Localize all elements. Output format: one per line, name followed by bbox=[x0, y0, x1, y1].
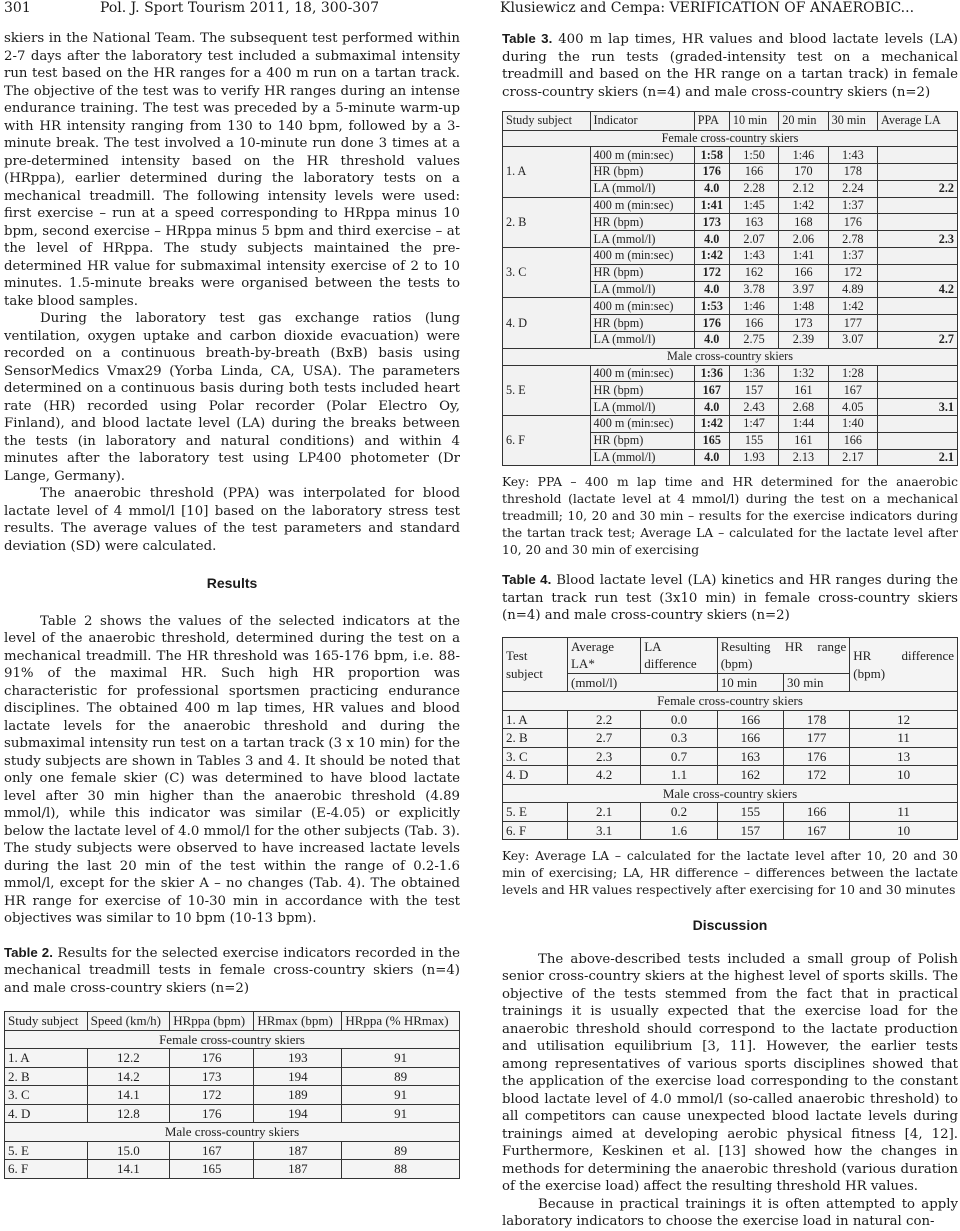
column-header: HRppa (% HRmax) bbox=[342, 1012, 460, 1031]
column-header: 10 min bbox=[729, 112, 778, 131]
average-la-cell: 2.1 bbox=[878, 449, 958, 466]
subject-cell: 6. F bbox=[503, 416, 591, 466]
table3-key: Key: PPA – 400 m lap time and HR determined for the anaerobic threshold (lactate level at 4 mmol/l) during the test on a mechanical treadmill; 10, 20 and 30 min – results for the exercise indicators during the tartan track test; Average LA – calculated for the lactate level after 10, 20 and 30 min of exercising bbox=[502, 475, 958, 558]
table-cell: 166 bbox=[729, 164, 778, 181]
group-row: Male cross-country skiers bbox=[503, 784, 958, 803]
table-cell: 1:50 bbox=[729, 147, 778, 164]
table-row bbox=[503, 197, 958, 214]
table-cell: 172 bbox=[828, 264, 877, 281]
table-cell: 1:47 bbox=[729, 416, 778, 433]
table-cell: 1:43 bbox=[828, 147, 877, 164]
table-cell: 4.05 bbox=[828, 399, 877, 416]
table-cell: 2.12 bbox=[779, 180, 828, 197]
table-cell: LA (mmol/l) bbox=[590, 332, 694, 349]
table-cell: 161 bbox=[779, 432, 828, 449]
table-cell: 2.06 bbox=[779, 231, 828, 248]
group-label: Female cross-country skiers bbox=[503, 130, 958, 147]
table-cell: 162 bbox=[729, 264, 778, 281]
table-cell: 2.24 bbox=[828, 180, 877, 197]
column-header: HRppa (bpm) bbox=[170, 1012, 254, 1031]
table-cell: 1:42 bbox=[694, 416, 729, 433]
table-cell: 4.89 bbox=[828, 281, 877, 298]
table-cell: 1:42 bbox=[694, 248, 729, 265]
table-cell: 400 m (min:sec) bbox=[590, 416, 694, 433]
column-header: Study subject bbox=[5, 1012, 88, 1031]
table-row: 6. F 14.1 165 187 88 bbox=[5, 1160, 460, 1179]
right-column bbox=[502, 30, 958, 1231]
table-cell: 165 bbox=[694, 432, 729, 449]
left-column bbox=[4, 30, 460, 1179]
average-la-cell bbox=[878, 248, 958, 265]
table-cell: 1:53 bbox=[694, 298, 729, 315]
table-cell: HR (bpm) bbox=[590, 214, 694, 231]
caption-text: Blood lactate level (LA) kinetics and HR ranges during the tartan track run test (3x10 min) in female cross-country skiers (n=4) and male cross-country skiers (n=2) bbox=[502, 573, 959, 624]
table-cell: 177 bbox=[828, 315, 877, 332]
average-la-cell bbox=[878, 264, 958, 281]
average-la-cell bbox=[878, 197, 958, 214]
average-la-cell: 2.3 bbox=[878, 231, 958, 248]
table2-caption bbox=[4, 944, 460, 998]
table-cell: 168 bbox=[779, 214, 828, 231]
table-row bbox=[503, 147, 958, 164]
column-header: LA difference bbox=[641, 637, 717, 673]
table-cell: HR (bpm) bbox=[590, 382, 694, 399]
table-cell: 4.0 bbox=[694, 180, 729, 197]
table-cell: 1:37 bbox=[828, 197, 877, 214]
caption-text: 400 m lap times, HR values and blood lactate levels (LA) during the run tests (graded-intensity test on a mechanical treadmill and based on the HR range on a tartan track) in female cross-country skiers (n=4) and male cross-country skiers (n=2) bbox=[502, 32, 958, 100]
table-row: 2. B 14.2 173 194 89 bbox=[5, 1067, 460, 1086]
table-row bbox=[503, 365, 958, 382]
table-4 bbox=[502, 637, 958, 841]
table-label: Table 3. bbox=[502, 31, 553, 46]
table-cell: LA (mmol/l) bbox=[590, 449, 694, 466]
table-row: 4. D 4.2 1.1 162 172 10 bbox=[503, 766, 958, 785]
table-cell: 1:36 bbox=[694, 365, 729, 382]
group-row: Male cross-country skiers bbox=[5, 1123, 460, 1142]
table-cell: 166 bbox=[779, 264, 828, 281]
table-cell: LA (mmol/l) bbox=[590, 180, 694, 197]
table-cell: 176 bbox=[828, 214, 877, 231]
table3-caption bbox=[502, 30, 958, 101]
table-cell: HR (bpm) bbox=[590, 315, 694, 332]
table-cell: 400 m (min:sec) bbox=[590, 147, 694, 164]
table-row: 1. A 2.2 0.0 166 178 12 bbox=[503, 710, 958, 729]
column-header: Indicator bbox=[590, 112, 694, 131]
table-row bbox=[503, 416, 958, 433]
table-cell: 2.07 bbox=[729, 231, 778, 248]
table-body bbox=[503, 130, 958, 466]
table4-caption bbox=[502, 571, 958, 625]
table-row bbox=[503, 248, 958, 265]
average-la-cell bbox=[878, 147, 958, 164]
table-cell: 1:48 bbox=[779, 298, 828, 315]
column-header: Average LA bbox=[878, 112, 958, 131]
table-header-row bbox=[503, 637, 958, 673]
group-row bbox=[503, 348, 958, 365]
section-heading-results: Results bbox=[206, 575, 258, 591]
table-cell: 178 bbox=[828, 164, 877, 181]
table-cell: 173 bbox=[779, 315, 828, 332]
column-header: Average LA* bbox=[567, 637, 640, 673]
subject-cell: 5. E bbox=[503, 365, 591, 415]
average-la-cell bbox=[878, 164, 958, 181]
table-header-row bbox=[503, 112, 958, 131]
table-cell: 172 bbox=[694, 264, 729, 281]
table-cell: 170 bbox=[779, 164, 828, 181]
subject-cell: 1. A bbox=[503, 147, 591, 197]
table-cell: 173 bbox=[694, 214, 729, 231]
table-cell: 1:41 bbox=[779, 248, 828, 265]
table-cell: 1:32 bbox=[779, 365, 828, 382]
average-la-cell bbox=[878, 382, 958, 399]
table-row: 5. E 2.1 0.2 155 166 11 bbox=[503, 803, 958, 822]
column-header: 20 min bbox=[779, 112, 828, 131]
page-number: 301 bbox=[4, 0, 31, 16]
table-cell: 155 bbox=[729, 432, 778, 449]
group-label: Male cross-country skiers bbox=[503, 348, 958, 365]
table-cell: 2.75 bbox=[729, 332, 778, 349]
table-row: 1. A 12.2 176 193 91 bbox=[5, 1049, 460, 1068]
table-cell: 4.0 bbox=[694, 332, 729, 349]
table-cell: 2.17 bbox=[828, 449, 877, 466]
journal-citation: Pol. J. Sport Tourism 2011, 18, 300-307 bbox=[100, 0, 380, 16]
table-row: 6. F 3.1 1.6 157 167 10 bbox=[503, 821, 958, 840]
table-cell: 176 bbox=[694, 315, 729, 332]
column-header: Speed (km/h) bbox=[87, 1012, 170, 1031]
average-la-cell bbox=[878, 416, 958, 433]
paragraph: skiers in the National Team. The subsequent test performed within 2-7 days after the laboratory test included a submaximal intensity run test based on the HR ranges for a 400 m run on a tartan track. The objective of the test was to verify HR ranges during an intense endurance training. The test was preceded by a 5-minute warm-up with HR intensity ranging from 130 to 140 bpm, followed by a 3-minute break. The test involved a 10-minute run done 3 times at a pre-determined intensity based on the HR threshold values (HRppa), earlier determined during the laboratory tests on a mechanical treadmill. The following intensity levels were used: first exercise – run at a speed corresponding to HRppa minus 10 bpm, second exercise – HRppa minus 5 bpm and third exercise – at the level of HRppa. The study subjects maintained the pre-determined HR value for submaximal intensity exercise of 2 to 10 minutes. 1.5-minute breaks were organised between the tests to take blood samples. bbox=[4, 31, 460, 309]
table-cell: 1:43 bbox=[729, 248, 778, 265]
table-cell: HR (bpm) bbox=[590, 264, 694, 281]
table-cell: 2.39 bbox=[779, 332, 828, 349]
paragraph: Table 2 shows the values of the selected indicators at the level of the anaerobic threshold, determined during the test on a mechanical treadmill. The HR threshold was 165-176 bpm, i.e. 88-91% of the maximal HR. Such high HR proportion was characteristic for professional sportsmen practicing endurance disciplines. The obtained 400 m lap times, HR values and blood lactate levels for the anaerobic threshold and during the submaximal intensity run test on a tartan track (3 x 10 min) for the study subjects are shown in Tables 3 and 4. It should be noted that only one female skier (C) was determined to have blood lactate level after 30 min higher than the anaerobic threshold (4.89 mmol/l), while this indicator was similar (E-4.05) or explicitly below the lactate level of 4.0 mmol/l for the other subjects (Tab. 3). The study subjects were observed to have increased lactate levels during the last 20 min of the test within the range of 0.2-1.6 mmol/l, except for the skier A – no changes (Tab. 4). The obtained HR range for exercise of 10-30 min in accordance with the test objectives was similar to 10 bpm (10-13 bpm). bbox=[4, 613, 460, 926]
column-header: HR difference (bpm) bbox=[850, 637, 958, 692]
table4-key: Key: Average LA – calculated for the lactate level after 10, 20 and 30 min of exercising; LA, HR difference – differences between the lactate levels and HR values respectively after exercising for 10 and 30 minutes bbox=[502, 849, 958, 898]
column-header: 30 min bbox=[828, 112, 877, 131]
column-header: PPA bbox=[694, 112, 729, 131]
table-cell: 3.07 bbox=[828, 332, 877, 349]
table-row: 3. C 14.1 172 189 91 bbox=[5, 1086, 460, 1105]
table-cell: 1:37 bbox=[828, 248, 877, 265]
table-label: Table 4. bbox=[502, 572, 552, 588]
table-cell: 2.78 bbox=[828, 231, 877, 248]
table-cell: HR (bpm) bbox=[590, 432, 694, 449]
table-cell: 157 bbox=[729, 382, 778, 399]
table-cell: 4.0 bbox=[694, 449, 729, 466]
average-la-cell: 2.2 bbox=[878, 180, 958, 197]
running-header bbox=[0, 0, 960, 22]
paragraph: The anaerobic threshold (PPA) was interpolated for blood lactate level of 4 mmol/l [10] based on the laboratory stress test results. The average values of the test parameters and standard deviation (SD) were calculated. bbox=[4, 486, 460, 554]
column-header: Study subject bbox=[503, 112, 591, 131]
table-cell: 163 bbox=[729, 214, 778, 231]
table-cell: 1.93 bbox=[729, 449, 778, 466]
running-title: Klusiewicz and Cempa: VERIFICATION OF ANAEROBIC... bbox=[500, 0, 915, 16]
table-cell: 161 bbox=[779, 382, 828, 399]
table-row: 5. E 15.0 167 187 89 bbox=[5, 1141, 460, 1160]
table-cell: 176 bbox=[694, 164, 729, 181]
table-row bbox=[503, 298, 958, 315]
column-header: HRmax (bpm) bbox=[254, 1012, 342, 1031]
paragraph: During the laboratory test gas exchange ratios (lung ventilation, oxygen uptake and carbon dioxide evacuation) were recorded on a continuous breath-by-breath (BxB) basis using SensorMedics Vmax29 (Yorba Linda, CA, USA). The parameters determined on a continuous basis during both tests included heart rate (HR) recorded using Polar recorder (Polar Electro Oy, Finland), and blood lactate level (LA) during the breaks between the tests (in laboratory and natural conditions) and within 4 minutes after the laboratory test using LP400 photometer (Dr Lange, Germany). bbox=[4, 311, 460, 484]
table-row: 2. B 2.7 0.3 166 177 11 bbox=[503, 729, 958, 748]
table-cell: LA (mmol/l) bbox=[590, 399, 694, 416]
column-header: (mmol/l) bbox=[567, 673, 717, 692]
table-cell: 166 bbox=[828, 432, 877, 449]
table-cell: 4.0 bbox=[694, 281, 729, 298]
table-cell: 2.28 bbox=[729, 180, 778, 197]
subject-cell: 2. B bbox=[503, 197, 591, 247]
table-label: Table 2. bbox=[4, 944, 53, 960]
table-row: 4. D 12.8 176 194 91 bbox=[5, 1104, 460, 1123]
table-cell: 400 m (min:sec) bbox=[590, 248, 694, 265]
column-header: 30 min bbox=[783, 673, 849, 692]
table-cell: 1:36 bbox=[729, 365, 778, 382]
column-header: 10 min bbox=[717, 673, 783, 692]
average-la-cell: 2.7 bbox=[878, 332, 958, 349]
table-cell: 167 bbox=[828, 382, 877, 399]
average-la-cell bbox=[878, 315, 958, 332]
table-cell: 1:40 bbox=[828, 416, 877, 433]
table-cell: 3.97 bbox=[779, 281, 828, 298]
table-cell: LA (mmol/l) bbox=[590, 231, 694, 248]
section-heading-discussion: Discussion bbox=[692, 917, 768, 934]
column-header: Test subject bbox=[503, 637, 568, 692]
subject-cell: 3. C bbox=[503, 248, 591, 298]
table-cell: 1:58 bbox=[694, 147, 729, 164]
table-cell: 1:42 bbox=[779, 197, 828, 214]
table-header-row bbox=[5, 1012, 460, 1031]
table-cell: 166 bbox=[729, 315, 778, 332]
table-row: 3. C 2.3 0.7 163 176 13 bbox=[503, 747, 958, 766]
table-cell: 1:28 bbox=[828, 365, 877, 382]
subject-cell: 4. D bbox=[503, 298, 591, 348]
table-cell: 400 m (min:sec) bbox=[590, 197, 694, 214]
table-cell: 167 bbox=[694, 382, 729, 399]
table-3 bbox=[502, 111, 958, 466]
average-la-cell bbox=[878, 298, 958, 315]
table-cell: 400 m (min:sec) bbox=[590, 365, 694, 382]
table-cell: 2.13 bbox=[779, 449, 828, 466]
paragraph: The above-described tests included a small group of Polish senior cross-country skiers at the highest level of sports skills. The objective of the tests stemmed from the fact that in practical trainings it is usually expected that the exercise load for the anaerobic threshold should correspond to the lactate production and utilisation equilibrium [3, 11]. However, the earlier tests among representatives of various sports disciplines showed that the application of the exercise load corresponding to the constant blood lactate level of 4.0 mmol/l (so-called anaerobic threshold) to all competitors can cause unexpected blood lactate levels during trainings aimed at developing aerobic physical fitness [4, 12]. Furthermore, Keskinen et al. [13] showed how the changes in methods for determining the anaerobic threshold (various duration of the exercise load) affect the resulting threshold HR values. bbox=[502, 951, 958, 1195]
table-cell: 1:41 bbox=[694, 197, 729, 214]
table-cell: 1:46 bbox=[779, 147, 828, 164]
table-cell: 1:45 bbox=[729, 197, 778, 214]
table-cell: 1:44 bbox=[779, 416, 828, 433]
table-cell: 400 m (min:sec) bbox=[590, 298, 694, 315]
group-row: Female cross-country skiers bbox=[5, 1030, 460, 1049]
table-cell: LA (mmol/l) bbox=[590, 281, 694, 298]
caption-text: Results for the selected exercise indicators recorded in the mechanical treadmill tests in female cross-country skiers (n=4) and male cross-country skiers (n=2) bbox=[4, 945, 461, 996]
paragraph: Because in practical trainings it is often attempted to apply laboratory indicators to choose the exercise load in natural con- bbox=[502, 1196, 958, 1230]
average-la-cell: 4.2 bbox=[878, 281, 958, 298]
table-cell: 3.78 bbox=[729, 281, 778, 298]
column-header: Resulting HR range (bpm) bbox=[717, 637, 850, 673]
table-2 bbox=[4, 1011, 460, 1179]
average-la-cell: 3.1 bbox=[878, 399, 958, 416]
average-la-cell bbox=[878, 432, 958, 449]
table-cell: 2.68 bbox=[779, 399, 828, 416]
average-la-cell bbox=[878, 214, 958, 231]
group-row: Female cross-country skiers bbox=[503, 692, 958, 711]
table-cell: HR (bpm) bbox=[590, 164, 694, 181]
average-la-cell bbox=[878, 365, 958, 382]
table-cell: 1:42 bbox=[828, 298, 877, 315]
table-cell: 1:46 bbox=[729, 298, 778, 315]
table-cell: 4.0 bbox=[694, 231, 729, 248]
table-cell: 4.0 bbox=[694, 399, 729, 416]
group-row bbox=[503, 130, 958, 147]
table-cell: 2.43 bbox=[729, 399, 778, 416]
